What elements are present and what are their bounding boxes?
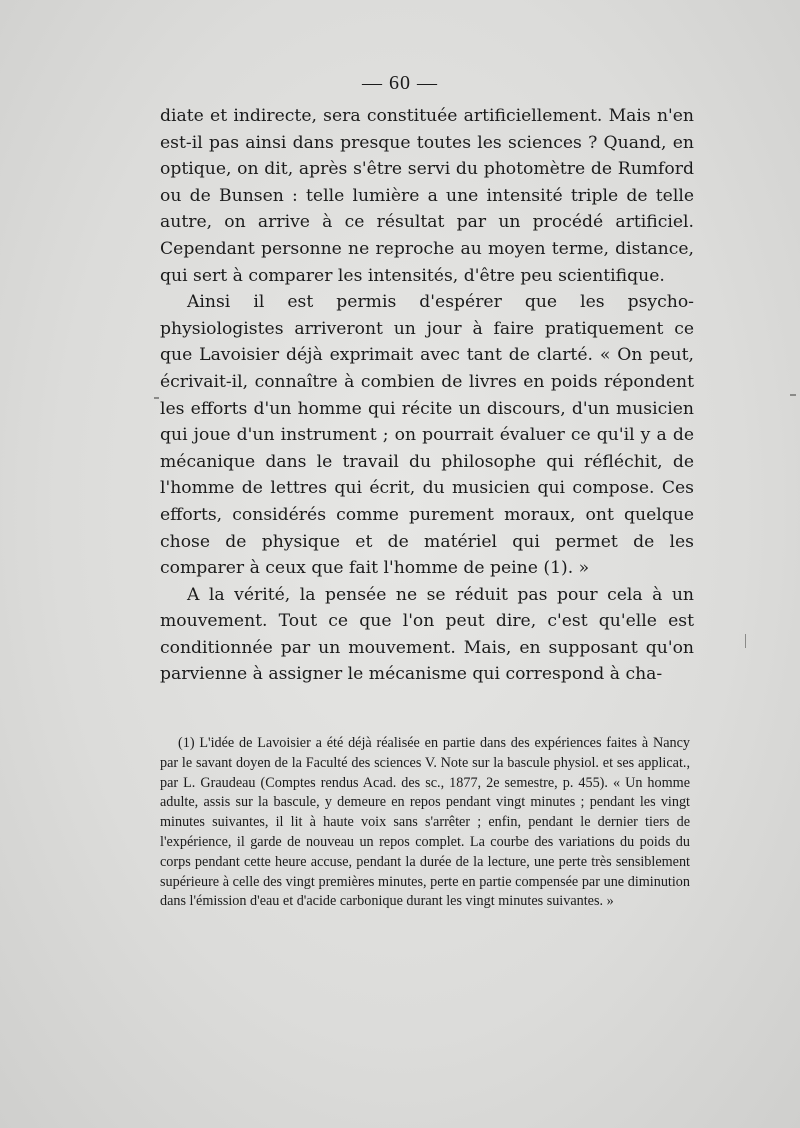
margin-speck (790, 394, 796, 396)
paragraph-2: Ainsi il est permis d'espérer que les psycho-physiologistes arriveront un jour à faire pratiquement ce que Lavoisier déjà exprimait avec tant de clarté. « On peut, écrivait-il, connaître à combien de livres en poids répondent les efforts d'un homme qui récite un discours, d'un musicien qui joue d'un instrument ; on pourrait évaluer ce qu'il y a de mécanique dans le travail du philosophe qui réfléchit, de l'homme de lettres qui écrit, du musicien qui compose. Ces efforts, considérés comme purement moraux, ont quelque chose de physique et de matériel qui permet de les comparer à ceux que fait l'homme de peine (1). » (160, 292, 694, 579)
page-number: — 60 — (362, 72, 438, 94)
main-text (160, 103, 694, 688)
paragraph-1: diate et indirecte, sera constituée artificiellement. Mais n'en est-il pas ainsi dans presque toutes les sciences ? Quand, en optique, on dit, après s'être servi du photomètre de Rumford ou de Bunsen : telle lumière a une intensité triple de telle autre, on arrive à ce résultat par un procédé artificiel. Cependant personne ne reproche au moyen terme, distance, qui sert à comparer les intensités, d'être peu scientifique. (160, 106, 694, 286)
paragraph-3: A la vérité, la pensée ne se réduit pas pour cela à un mouvement. Tout ce que l'on peut dire, c'est qu'elle est conditionnée par un mouvement. Mais, en supposant qu'on parvienne à assigner le mécanisme qui correspond à cha- (160, 584, 694, 685)
margin-speck (154, 397, 159, 399)
margin-speck (745, 634, 746, 648)
footnote-1: (1) L'idée de Lavoisier a été déjà réalisée en partie dans des expériences faites à Nancy par le savant doyen de la Faculté des sciences V. Note sur la bascule physiol. et ses applicat., par L. Graudeau (Comptes rendus Acad. des sc., 1877, 2e semestre, p. 455). « Un homme adulte, assis sur la bascule, y demeure en repos pendant vingt minutes ; pendant les vingt minutes suivantes, il lit à haute voix sans s'arrêter ; enfin, pendant le dernier tiers de l'expérience, il garde de nouveau un repos complet. La courbe des variations du poids du corps pendant cette heure accuse, pendant la durée de la lecture, une perte très sensiblement supérieure à celle des vingt premières minutes, perte en partie compensée par une diminution dans l'émission d'eau et d'acide carbonique durant les vingt minutes suivantes. » (160, 735, 690, 910)
footnote-block (160, 734, 690, 912)
